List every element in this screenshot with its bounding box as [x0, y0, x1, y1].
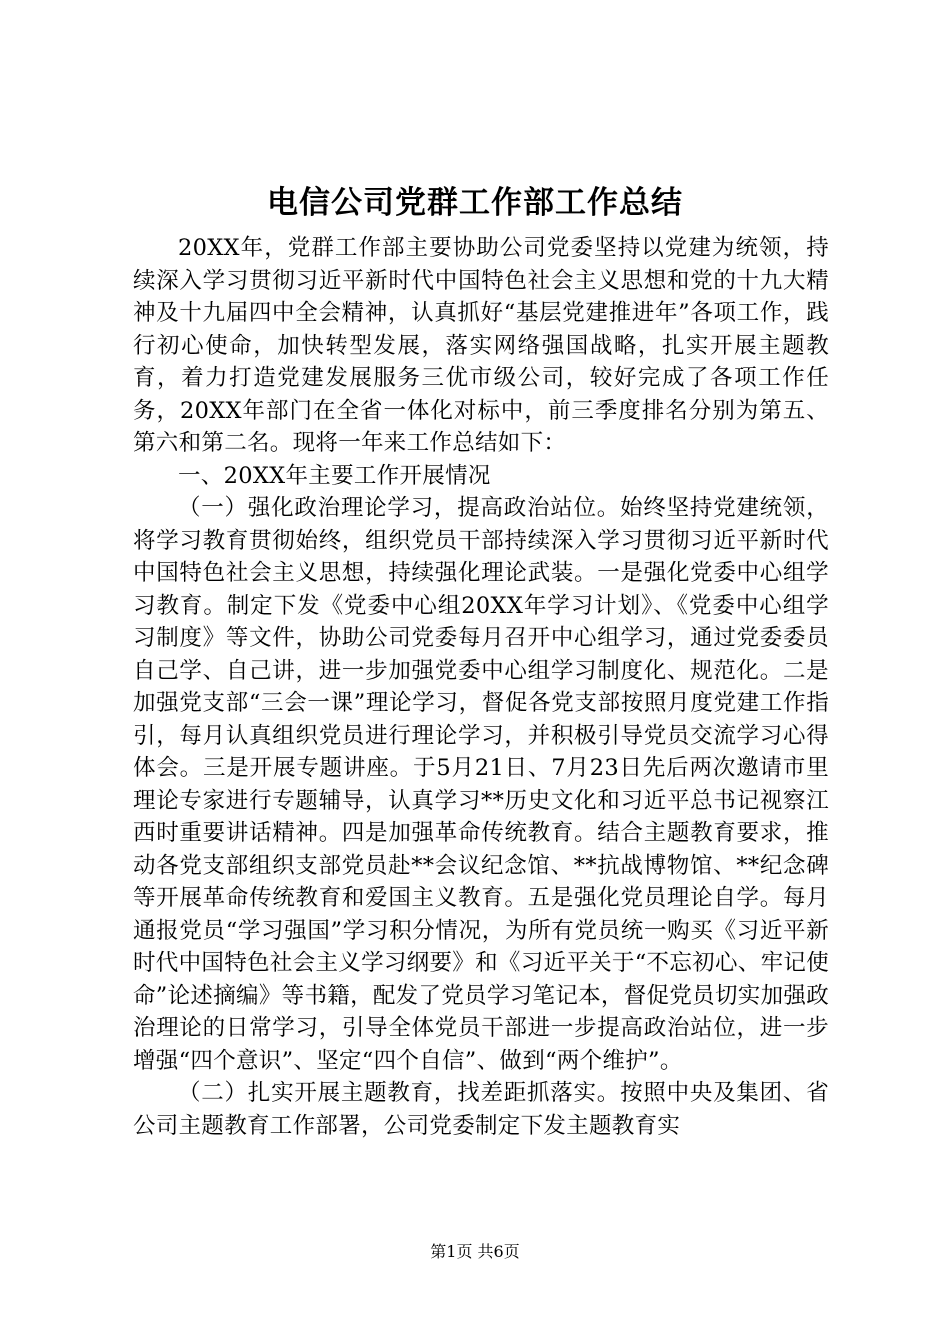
page-footer — [0, 1242, 950, 1262]
section-paragraph-2: （二）扎实开展主题教育，找差距抓落实。按照中央及集团、省公司主题教育工作部署，公司党委制定下发主题教育实 — [133, 1080, 829, 1139]
document-title: 电信公司党群工作部工作总结 — [267, 185, 683, 221]
page-number: 第1页 — [430, 1242, 473, 1261]
section-paragraph-1: （一）强化政治理论学习，提高政治站位。始终坚持党建统领，将学习教育贯彻始终，组织党员干部持续深入学习贯彻习近平新时代中国特色社会主义思想，持续强化理论武装。一是强化党委中心组学习教育。制定下发《党委中心组20XX年学习计划》、《党委中心组学习制度》等文件，协助公司党委每月召开中心组学习，通过党委委员自己学、自己讲，进一步加强党委中心组学习制度化、规范化。二是加强党支部“三会一课”理论学习，督促各党支部按照月度党建工作指引，每月认真组织党员进行理论学习，并积极引导党员交流学习心得体会。三是开展专题讲座。于5月21日、7月23日先后两次邀请市里理论专家进行专题辅导，认真学习**历史文化和习近平总书记视察江西时重要讲话精神。四是加强革命传统教育。结合主题教育要求，推动各党支部组织支部党员赴**会议纪念馆、**抗战博物馆、**纪念碑等开展革命传统教育和爱国主义教育。五是强化党员理论自学。每月通报党员“学习强国”学习积分情况，为所有党员统一购买《习近平新时代中国特色社会主义学习纲要》和《习近平关于“不忘初心、牢记使命”论述摘编》等书籍，配发了党员学习笔记本，督促党员切实加强政治理论的日常学习，引导全体党员干部进一步提高政治站位，进一步增强“四个意识”、坚定“四个自信”、做到“两个维护”。 — [133, 495, 829, 1074]
document-body — [133, 232, 829, 1142]
section-heading: 一、20XX年主要工作开展情况 — [178, 462, 491, 489]
page-total: 共6页 — [477, 1242, 520, 1261]
intro-paragraph: 20XX年，党群工作部主要协助公司党委坚持以党建为统领，持续深入学习贯彻习近平新时代中国特色社会主义思想和党的十九大精神及十九届四中全会精神，认真抓好“基层党建推进年”各项工作，践行初心使命，加快转型发展，落实网络强国战略，扎实开展主题教育，着力打造党建发展服务三优市级公司，较好完成了各项工作任务，20XX年部门在全省一体化对标中，前三季度排名分别为第五、第六和第二名。现将一年来工作总结如下： — [133, 235, 829, 456]
